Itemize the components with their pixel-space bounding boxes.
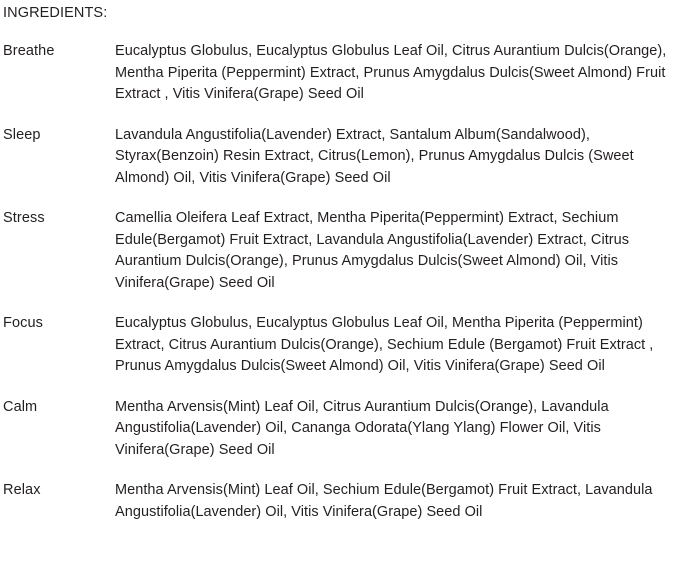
list-item	[3, 480, 675, 523]
page-title: INGREDIENTS:	[3, 5, 108, 21]
blend-name: Relax	[3, 482, 41, 498]
blend-ingredients: Eucalyptus Globulus, Eucalyptus Globulus Leaf Oil, Citrus Aurantium Dulcis(Orange), Mentha Piperita (Peppermint) Extract, Prunus Amygdalus Dulcis(Sweet Almond) Fruit Extract , Vitis Vinifera(Grape) Seed Oil	[115, 43, 667, 102]
blend-ingredients: Mentha Arvensis(Mint) Leaf Oil, Sechium Edule(Bergamot) Fruit Extract, Lavandula Angustifolia(Lavender) Oil, Vitis Vinifera(Grape) Seed Oil	[115, 482, 653, 520]
list-item	[3, 313, 675, 378]
blend-name: Calm	[3, 398, 38, 415]
list-item	[3, 208, 675, 294]
list-item	[3, 41, 675, 106]
list-item	[3, 125, 675, 190]
blend-ingredients: Eucalyptus Globulus, Eucalyptus Globulus Leaf Oil, Mentha Piperita (Peppermint) Extract, Citrus Aurantium Dulcis(Orange), Sechium Edule (Bergamot) Fruit Extract , Prunus Amygdalus Dulcis(Sweet Almond) Oil, Vitis Vinifera(Grape) Seed Oil	[115, 315, 654, 374]
blend-name: Stress	[3, 210, 45, 226]
blend-ingredients: Lavandula Angustifolia(Lavender) Extract, Santalum Album(Sandalwood), Styrax(Benzoin) Resin Extract, Citrus(Lemon), Prunus Amygdalus Dulcis (Sweet Almond) Oil, Vitis Vinifera(Grape) Seed Oil	[115, 126, 634, 186]
blend-name: Focus	[3, 315, 43, 331]
blend-ingredients: Mentha Arvensis(Mint) Leaf Oil, Citrus Aurantium Dulcis(Orange), Lavandula Angustifolia(Lavender) Oil, Cananga Odorata(Ylang Ylang) Flower Oil, Vitis Vinifera(Grape) Seed Oil	[115, 398, 609, 458]
list-item	[3, 397, 675, 462]
blend-ingredients: Camellia Oleifera Leaf Extract, Mentha Piperita(Peppermint) Extract, Sechium Edule(Bergamot) Fruit Extract, Lavandula Angustifolia(Lavender) Extract, Citrus Aurantium Dulcis(Orange), Prunus Amygdalus Dulcis(Sweet Almond) Oil, Vitis Vinifera(Grape) Seed Oil	[115, 210, 630, 291]
ingredients-list	[3, 41, 675, 523]
blend-name: Breathe	[3, 43, 55, 59]
blend-name: Sleep	[3, 126, 41, 143]
